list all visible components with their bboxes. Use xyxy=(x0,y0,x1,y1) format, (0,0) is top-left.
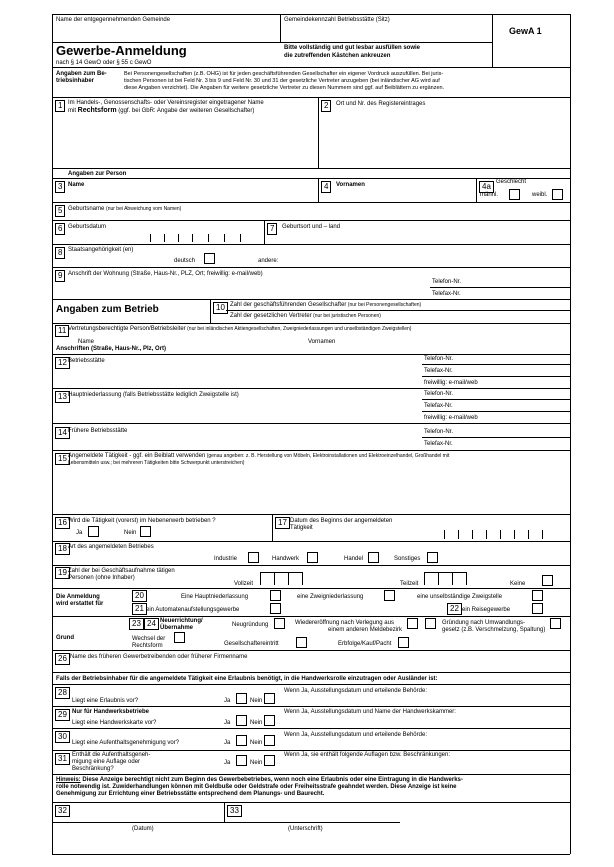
unselbstaendig-label: eine unselbständige Zweigstelle xyxy=(417,594,503,600)
neugruendung-label: Neugründung xyxy=(232,622,269,628)
f18-handel-label: Handel xyxy=(344,556,364,562)
f29-question: Liegt eine Handwerkskarte vor? xyxy=(72,720,157,726)
handwerk-section-title: Falls der Betriebsinhaber für die angemeldete Tätigkeit eine Erlaubnis benötigt, in die Handwerksrolle einzutragen oder Ausländer ist: xyxy=(56,676,438,682)
field-number-9: 9 xyxy=(55,270,65,282)
f30-right-label: Wenn Ja, Ausstellungsdatum und erteilende Behörde: xyxy=(284,732,427,738)
f29-nein-label: Nein xyxy=(250,720,263,726)
f12-email: freiwillig: e-mail/web xyxy=(424,380,478,386)
f18-sonstiges-label: Sonstiges xyxy=(394,556,421,562)
anschriften-heading: Anschriften (Straße, Haus-Nr., Plz, Ort) xyxy=(56,346,167,352)
field-number-31: 31 xyxy=(55,753,70,765)
f28-question: Liegt eine Erlaubnis vor? xyxy=(72,698,139,704)
sonstiges-checkbox[interactable] xyxy=(427,552,438,563)
unterschrift-label: (Unterschrift) xyxy=(288,826,323,832)
field-number-6: 6 xyxy=(55,223,65,235)
f15-hint-2: Lebensmitteln usw.; bei mehreren Tätigkeiten bitte Schwerpunkt unterstreichen) xyxy=(68,460,245,466)
hinweis-line-2: rolle notwendig ist. Zuwiderhandlungen können mit Geldbuße oder Geldstrafe oder Freiheitsstrafe geahndet werden. Diese Anzeige ist keine xyxy=(56,784,457,790)
field-number-24: 24 xyxy=(144,618,159,630)
f2-label: Ort und Nr. des Registereintrages xyxy=(336,101,426,107)
instruction-line-1: Bitte vollständig und gut lesbar ausfüllen sowie xyxy=(284,45,421,51)
field-number-28: 28 xyxy=(55,687,70,699)
wiedereroeffnung-checkbox[interactable] xyxy=(407,618,418,629)
grund-label: Grund xyxy=(56,635,74,641)
f26-label: Name des früheren Gewerbetreibenden oder früherer Firmenname xyxy=(70,654,248,660)
field-number-10: 10 xyxy=(213,302,228,314)
f19-teilzeit-label: Teilzeit xyxy=(400,581,419,587)
f31-right-label: Wenn Ja, sie enthält folgende Auflagen bzw. Beschränkungen: xyxy=(284,752,451,758)
field-number-8: 8 xyxy=(55,247,65,259)
f31-question-2: migung eine Auflage oder xyxy=(72,759,141,765)
umwandlung-label-2: gesetz (z.B. Verschmelzung, Spaltung) xyxy=(442,627,546,633)
neuerrichtung-label-1: Neuerrichtung/ xyxy=(160,618,203,624)
field-number-13: 13 xyxy=(55,391,70,403)
field-number-33: 33 xyxy=(227,805,242,817)
f7-label: Geburtsort und – land xyxy=(282,224,341,230)
field-number-16: 16 xyxy=(55,517,70,529)
rechtsform-checkbox[interactable] xyxy=(174,632,185,643)
erlaubnis-ja-checkbox[interactable] xyxy=(236,693,247,704)
erbfolge-checkbox[interactable] xyxy=(398,637,409,648)
f13-tel: Telefon-Nr. xyxy=(424,391,454,397)
industrie-checkbox[interactable] xyxy=(248,552,259,563)
f14-tel: Telefon-Nr. xyxy=(424,429,454,435)
f11-vorname-label: Vornamen xyxy=(308,339,336,345)
field-number-4a: 4a xyxy=(479,181,494,193)
field-number-21: 21 xyxy=(132,603,147,615)
f16-ja-label: Ja xyxy=(76,530,83,536)
reisegewerbe-label: ein Reisegewerbe xyxy=(462,607,511,613)
field-number-2: 2 xyxy=(321,100,331,112)
field-number-5: 5 xyxy=(55,205,65,217)
field-number-32: 32 xyxy=(55,805,70,817)
f9-label: Anschrift der Wohnung (Straße, Haus-Nr., PLZ, Ort; freiwillig: e-mail/web) xyxy=(68,271,263,277)
deutsch-checkbox[interactable] xyxy=(204,253,215,264)
wiedereroeffnung-label-1: Wiedereröffnung nach Verlegung aus xyxy=(295,620,394,626)
field-number-4: 4 xyxy=(321,181,331,193)
field-number-26: 26 xyxy=(55,653,70,665)
f10-line-1: Zahl der geschäftsführenden Gesellschafter (nur bei Personengesellschaften) xyxy=(230,302,422,308)
gesellschafter-checkbox[interactable] xyxy=(296,637,307,648)
inhaber-label-1: Angaben zum Be- xyxy=(56,71,107,77)
auflage-nein-checkbox[interactable] xyxy=(264,755,275,766)
f5-label: Geburtsname (nur bei Abweichung vom Namen) xyxy=(68,206,182,212)
f8-andere-label: andere: xyxy=(258,258,279,264)
f28-right-label: Wenn Ja, Ausstellungsdatum und erteilende Behörde: xyxy=(284,688,427,694)
neugruendung-checkbox[interactable] xyxy=(274,618,285,629)
datum-label: (Datum) xyxy=(132,826,154,832)
nebenerwerb-nein-checkbox[interactable] xyxy=(140,526,151,537)
f19-label-2: Personen (ohne Inhaber) xyxy=(68,575,135,581)
hauptniederlassung-label: Eine Hauptniederlassung xyxy=(181,594,249,600)
f29-heading: Nur für Handwerksbetriebe xyxy=(72,709,150,715)
f19-keine-label: Keine xyxy=(510,581,526,587)
f1-label-1: Im Handels-, Genossenschafts- oder Vereinsregister eingetragener Name xyxy=(68,100,264,106)
field-number-3: 3 xyxy=(55,181,65,193)
handwerk-checkbox[interactable] xyxy=(307,552,318,563)
wechsel-label-1: Wechsel der xyxy=(132,636,166,642)
f31-ja-label: Ja xyxy=(224,760,231,766)
form-title: Gewerbe-Anmeldung xyxy=(56,43,187,58)
f4a-female-label: weibl. xyxy=(532,192,548,198)
f17-label-1: Datum des Beginns der angemeldeten xyxy=(290,518,393,524)
f13-fax: Telefax-Nr. xyxy=(424,403,453,409)
law-reference: nach § 14 GewO oder § 55 c GewO xyxy=(56,60,152,66)
automaten-label: ein Automatenaufstellungsgewerbe xyxy=(146,607,240,613)
f19-label-1: Zahl der bei Geschäftsaufnahme tätigen xyxy=(68,568,175,574)
f14-label: Frühere Betriebsstätte xyxy=(68,428,128,434)
f29-right-label: Wenn Ja, Ausstellungsdatum und Name der Handwerkskammer: xyxy=(284,709,456,715)
hinweis-line-3: Genehmigung zur Errichtung einer Betriebsstätte entsprechend dem Planungs- und Baurecht. xyxy=(56,791,325,797)
anmeldung-label-2: wird erstattet für xyxy=(56,601,104,607)
erlaubnis-nein-checkbox[interactable] xyxy=(264,693,275,704)
keine-checkbox[interactable] xyxy=(542,575,553,586)
reisegewerbe-checkbox[interactable] xyxy=(532,603,543,614)
f8-label: Staatsangehörigkeit (en) xyxy=(68,247,134,253)
gesellschafter-label: Gesellschaftereintritt xyxy=(224,641,279,647)
female-checkbox[interactable] xyxy=(552,189,563,200)
f3-label: Name xyxy=(68,182,85,188)
form-page xyxy=(52,14,570,854)
f12-tel: Telefon-Nr. xyxy=(424,356,454,362)
handel-checkbox[interactable] xyxy=(368,552,379,563)
f11-name-label: Name xyxy=(78,339,95,345)
auflage-ja-checkbox[interactable] xyxy=(236,755,247,766)
inhaber-label-2: triebsinhaber xyxy=(56,78,95,84)
field-number-22: 22 xyxy=(447,603,462,615)
gemeinde-label: Name der entgegennehmenden Gemeinde xyxy=(56,17,171,23)
field-number-12: 12 xyxy=(55,357,70,369)
field-number-20: 20 xyxy=(132,590,147,602)
f16-nein-label: Nein xyxy=(124,530,137,536)
f8-deutsch-label: deutsch xyxy=(174,258,196,264)
erbfolge-label: Erbfolge/Kauf/Pacht xyxy=(338,641,392,647)
automaten-checkbox[interactable] xyxy=(270,603,281,614)
f18-label: Art des angemeldeten Betriebes xyxy=(68,544,154,550)
field-number-15: 15 xyxy=(55,453,70,465)
field-number-29: 29 xyxy=(55,709,70,721)
anmeldung-label-1: Die Anmeldung xyxy=(56,594,100,600)
field-number-1: 1 xyxy=(55,100,65,112)
f9-fax-label: Telefax-Nr. xyxy=(432,291,461,297)
umwandlung-right-checkbox[interactable] xyxy=(550,618,561,629)
inhaber-text-3: diese Angaben verzichtet). Die Angaben für weitere gesetzliche Vertreter zu diesen Nummern sind ggf. auf Beiblättern zu ergänzen. xyxy=(124,85,445,91)
nebenerwerb-ja-checkbox[interactable] xyxy=(88,526,99,537)
f14-fax: Telefax-Nr. xyxy=(424,441,453,447)
hinweis-line-1: Hinweis: Diese Anzeige berechtigt nicht zum Beginn des Gewerbebetriebes, wenn noch eine Erlaubnis oder eine Eintragung in die Handwerks- xyxy=(56,777,463,783)
f1-label-2: mit Rechtsform (ggf. bei GbR: Angabe der weiteren Gesellschafter) xyxy=(68,107,255,114)
f4a-label: Geschlecht xyxy=(496,179,527,185)
hauptniederlassung-checkbox[interactable] xyxy=(270,590,281,601)
field-number-30: 30 xyxy=(55,731,70,743)
kennzahl-label: Gemeindekennzahl Betriebsstätte (Sitz) xyxy=(284,17,390,23)
f6-label: Geburtsdatum xyxy=(68,224,107,230)
person-section-title: Angaben zur Person xyxy=(68,171,127,177)
f16-label: Wird die Tätigkeit (vorerst) im Nebenerwerb betrieben ? xyxy=(68,518,216,524)
f12-fax: Telefax-Nr. xyxy=(424,368,453,374)
wiedereroeffnung-label-2: einem anderen Meldebezirk xyxy=(328,627,403,633)
f28-nein-label: Nein xyxy=(250,698,263,704)
f29-ja-label: Ja xyxy=(224,720,231,726)
f28-ja-label: Ja xyxy=(224,698,231,704)
field-number-14: 14 xyxy=(55,427,70,439)
instruction-line-2: die zutreffenden Kästchen ankreuzen xyxy=(284,53,391,59)
f30-question: Liegt eine Aufenthaltsgenehmigung vor? xyxy=(72,740,180,746)
inhaber-text-2: tischen Personen ist bei Feld Nr. 3 bis 9 und Feld Nr. 30 und 31 der gesetzliche Vertreter anzugeben (bei inländischer AG wird auf xyxy=(124,78,440,84)
f18-handwerk-label: Handwerk xyxy=(272,556,300,562)
f4a-male-label: männl. xyxy=(480,192,499,198)
f13-label: Hauptniederlassung (falls Betriebsstätte lediglich Zweigstelle ist) xyxy=(68,392,239,398)
handwerkskarte-ja-checkbox[interactable] xyxy=(236,715,247,726)
field-number-11: 11 xyxy=(55,325,69,337)
f17-label-2: Tätigkeit xyxy=(290,525,313,531)
zweigniederlassung-checkbox[interactable] xyxy=(384,590,395,601)
f31-nein-label: Nein xyxy=(250,760,263,766)
field-number-18: 18 xyxy=(55,543,70,555)
f4-label: Vornamen xyxy=(336,182,365,188)
neuerrichtung-label-2: Übernahme xyxy=(160,625,194,631)
betrieb-section-title: Angaben zum Betrieb xyxy=(56,304,159,315)
f13-email: freiwillig: e-mail/web xyxy=(424,415,478,421)
umwandlung-label-1: Gründung nach Umwandlungs- xyxy=(442,620,526,626)
handwerkskarte-nein-checkbox[interactable] xyxy=(264,715,275,726)
f30-ja-label: Ja xyxy=(224,740,231,746)
umwandlung-checkbox[interactable] xyxy=(425,618,436,629)
field-number-23: 23 xyxy=(129,618,144,630)
f31-question-1: Enthält die Aufenthaltsgeneh- xyxy=(72,752,151,758)
f30-nein-label: Nein xyxy=(250,740,263,746)
f9-tel-label: Telefon-Nr. xyxy=(432,279,462,285)
unselbstaendig-checkbox[interactable] xyxy=(532,590,543,601)
field-number-17: 17 xyxy=(275,517,290,529)
zweigniederlassung-label: eine Zweigniederlassung xyxy=(297,594,364,600)
f11-label: Vertretungsberechtigte Person/Betriebsleiter (nur bei inländischen Aktiengesellschaften, Zweigniederlassungen und unselbständigen Zweigstellen) xyxy=(68,326,412,332)
inhaber-text-1: Bei Personengesellschaften (z.B. OHG) ist für jeden geschäftsführenden Gesellschafter ein eigener Vordruck auszufüllen. Bei juris- xyxy=(124,71,444,77)
aufenthalt-ja-checkbox[interactable] xyxy=(236,735,247,746)
field-number-7: 7 xyxy=(267,223,277,235)
aufenthalt-nein-checkbox[interactable] xyxy=(264,735,275,746)
f31-question-3: Beschränkung? xyxy=(72,766,114,772)
form-id: GewA 1 xyxy=(509,26,542,36)
f15-label: Angemeldete Tätigkeit - ggf. ein Beiblatt verwenden (genau angeben: z. B. Herstellung von Möbeln, Elektroinstallationen und Elektroeinzelhandel, Großhandel mit xyxy=(68,453,450,459)
male-checkbox[interactable] xyxy=(509,189,520,200)
f19-vollzeit-label: Vollzeit xyxy=(234,581,254,587)
f12-label: Betriebsstätte xyxy=(68,358,105,364)
f10-line-2: Zahl der gesetzlichen Vertreter (nur bei juristischen Personen) xyxy=(230,313,381,319)
field-number-19: 19 xyxy=(55,567,70,579)
f18-industrie-label: Industrie xyxy=(214,556,238,562)
wechsel-label-2: Rechtsform xyxy=(132,643,163,649)
